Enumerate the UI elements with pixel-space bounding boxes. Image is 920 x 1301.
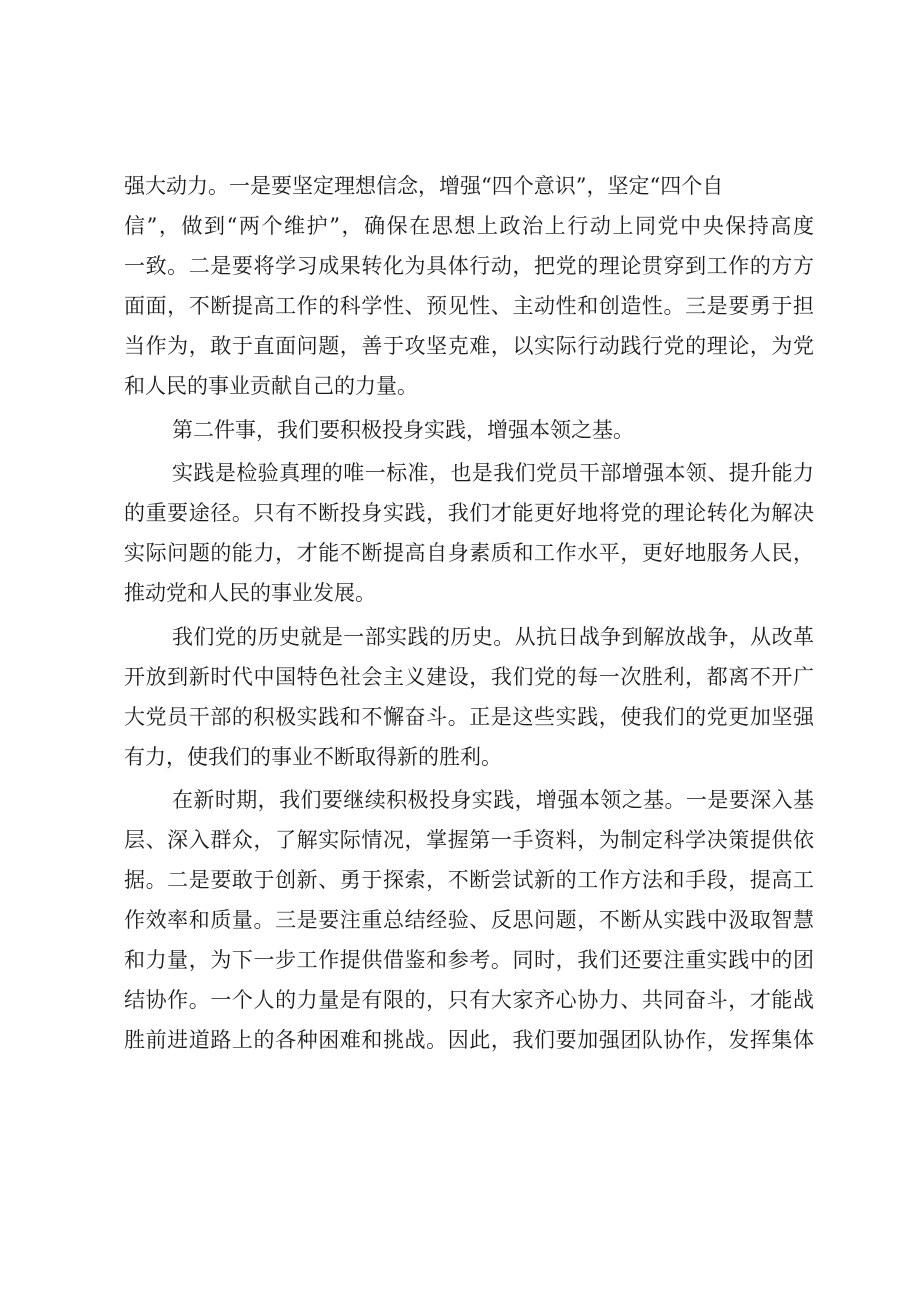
text-line: 强大动力。一是要坚定理想信念，增强“四个意识”，坚定“四个自 — [124, 174, 724, 198]
text-line: 第二件事，我们要积极投身实践，增强本领之基。 — [172, 417, 634, 442]
text-line: 层、深入群众，了解实际情况，掌握第一手资料，为制定科学决策提供依 — [124, 828, 814, 852]
text-line: 开放到新时代中国特色社会主义建设，我们党的每一次胜利，都离不开广 — [124, 664, 814, 689]
text-line: 推动党和人民的事业发展。 — [124, 581, 376, 605]
text-line: 的重要途径。只有不断投身实践，我们才能更好地将党的理论转化为解决 — [124, 501, 814, 525]
text-line: 当作为，敢于直面问题，善于攻坚克难，以实际行动践行党的理论，为党 — [124, 334, 814, 358]
text-line: 作效率和质量。三是要注重总结经验、反思问题，不断从实践中汲取智慧 — [124, 908, 814, 932]
text-line: 胜前进道路上的各种困难和挑战。因此，我们要加强团队协作，发挥集体 — [124, 1028, 814, 1052]
text-line: 有力，使我们的事业不断取得新的胜利。 — [124, 744, 502, 769]
text-line: 一致。二是要将学习成果转化为具体行动，把党的理论贯穿到工作的方方 — [124, 254, 814, 278]
text-line: 信”，做到“两个维护”，确保在思想上政治上行动上同党中央保持高度 — [124, 214, 814, 238]
text-line: 我们党的历史就是一部实践的历史。从抗日战争到解放战争，从改革 — [172, 624, 814, 649]
text-line: 结协作。一个人的力量是有限的，只有大家齐心协力、共同奋斗，才能战 — [124, 988, 814, 1012]
text-line: 和人民的事业贡献自己的力量。 — [124, 374, 418, 398]
text-line: 实际问题的能力，才能不断提高自身素质和工作水平，更好地服务人民， — [124, 541, 814, 565]
text-line: 和力量，为下一步工作提供借鉴和参考。同时，我们还要注重实践中的团 — [124, 948, 814, 972]
text-line: 面面，不断提高工作的科学性、预见性、主动性和创造性。三是要勇于担 — [124, 294, 814, 318]
text-line: 大党员干部的积极实践和不懈奋斗。正是这些实践，使我们的党更加坚强 — [124, 704, 814, 729]
text-line: 实践是检验真理的唯一标准，也是我们党员干部增强本领、提升能力 — [172, 461, 814, 485]
body-text — [124, 166, 814, 1060]
text-line: 在新时期，我们要继续积极投身实践，增强本领之基。一是要深入基 — [172, 788, 814, 812]
text-line: 据。二是要敢于创新、勇于探索，不断尝试新的工作方法和手段，提高工 — [124, 868, 814, 892]
